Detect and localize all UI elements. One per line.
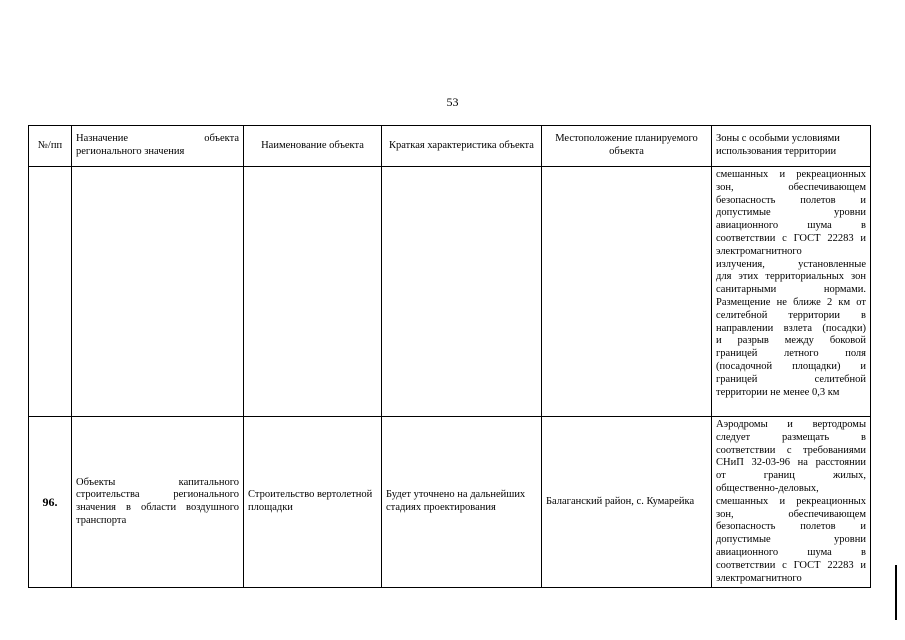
row2-zones-line: зон, обеспечивающем: [716, 508, 866, 520]
row1-zones-line: санитарными нормами.: [716, 284, 866, 296]
row2-zones-line: общественно-деловых,: [716, 482, 819, 494]
header-zones: Зоны с особыми условиями использования территории: [712, 126, 871, 167]
row1-zones-line: допустимые уровни: [716, 207, 866, 219]
row1-location-cell: [542, 167, 712, 417]
row2-purpose-cell: [72, 417, 244, 588]
table-row: [29, 167, 871, 417]
row1-zones-line: и разрыв между боковой: [716, 335, 866, 347]
table-header-row: [29, 126, 871, 167]
page-number: 53: [446, 95, 459, 109]
row2-zones-line: от границ жилых,: [716, 470, 866, 482]
margin-mark: [895, 565, 897, 620]
header-name: Наименование объекта: [244, 126, 382, 167]
table-row: [29, 417, 871, 588]
row1-zones-line: территории не менее 0,3 км: [716, 386, 840, 398]
row1-zones-line: селитебной территории в: [716, 309, 866, 321]
header-purpose: [72, 126, 244, 167]
row2-zones-line: электромагнитного: [716, 572, 802, 584]
row1-num-cell: [29, 167, 72, 417]
row2-location: Балаганский район, с. Кумарейка: [542, 417, 712, 588]
row2-zones-line: смешанных и рекреационных: [716, 495, 866, 507]
row1-zones-line: (посадочной площадки) и: [716, 360, 866, 372]
row1-zones-line: авиационного шума в: [716, 220, 866, 232]
objects-table: [28, 125, 871, 588]
row2-name: Строительство вертолетной площадки: [244, 417, 382, 588]
row1-zones-line: электромагнитного: [716, 245, 802, 257]
row1-zones-line: Размещение не ближе 2 км от: [716, 296, 866, 308]
row1-zones-line: смешанных и рекреационных: [716, 169, 866, 180]
row2-zones-line: СНиП 32-03-96 на расстоянии: [716, 457, 866, 469]
row1-zones-line: границей летного поля: [716, 348, 866, 360]
row2-description: Будет уточнено на дальнейших стадиях проектирования: [382, 417, 542, 588]
row1-purpose-cell: [72, 167, 244, 417]
row2-zones-line: Аэродромы и вертодромы: [716, 419, 866, 430]
row2-zones-line: безопасность полетов и: [716, 521, 866, 533]
row2-num: 96.: [29, 417, 72, 588]
header-purpose-line1: Назначение объекта: [76, 133, 239, 145]
row1-zones-line: соответствии с ГОСТ 22283 и: [716, 232, 866, 244]
row1-zones-line: зон, обеспечивающем: [716, 181, 866, 193]
row1-zones-line: направлении взлета (посадки): [716, 322, 866, 334]
row2-zones-line: соответствии с требованиями: [716, 444, 866, 456]
row1-zones-line: для этих территориальных зон: [716, 271, 866, 283]
header-location: Местоположение планируемого объекта: [542, 126, 712, 167]
row2-purpose: Объекты капитального строительства регионального значения в области воздушного транспорта: [76, 476, 239, 526]
row2-zones-line: авиационного шума в: [716, 546, 866, 558]
row2-zones-cell: [712, 417, 871, 588]
row1-zones-cell: [712, 167, 871, 417]
header-description: Краткая характеристика объекта: [382, 126, 542, 167]
row1-zones-line: границей селитебной: [716, 373, 866, 385]
row1-zones-line: безопасность полетов и: [716, 194, 866, 206]
row1-zones-line: излучения, установленные: [716, 258, 866, 270]
row2-zones-line: соответствии с ГОСТ 22283 и: [716, 559, 866, 571]
row1-description-cell: [382, 167, 542, 417]
row2-zones-line: допустимые уровни: [716, 534, 866, 546]
row1-name-cell: [244, 167, 382, 417]
header-num: №/пп: [29, 126, 72, 167]
header-purpose-line2: регионального значения: [76, 146, 185, 157]
row2-zones-line: следует размещать в: [716, 431, 866, 443]
